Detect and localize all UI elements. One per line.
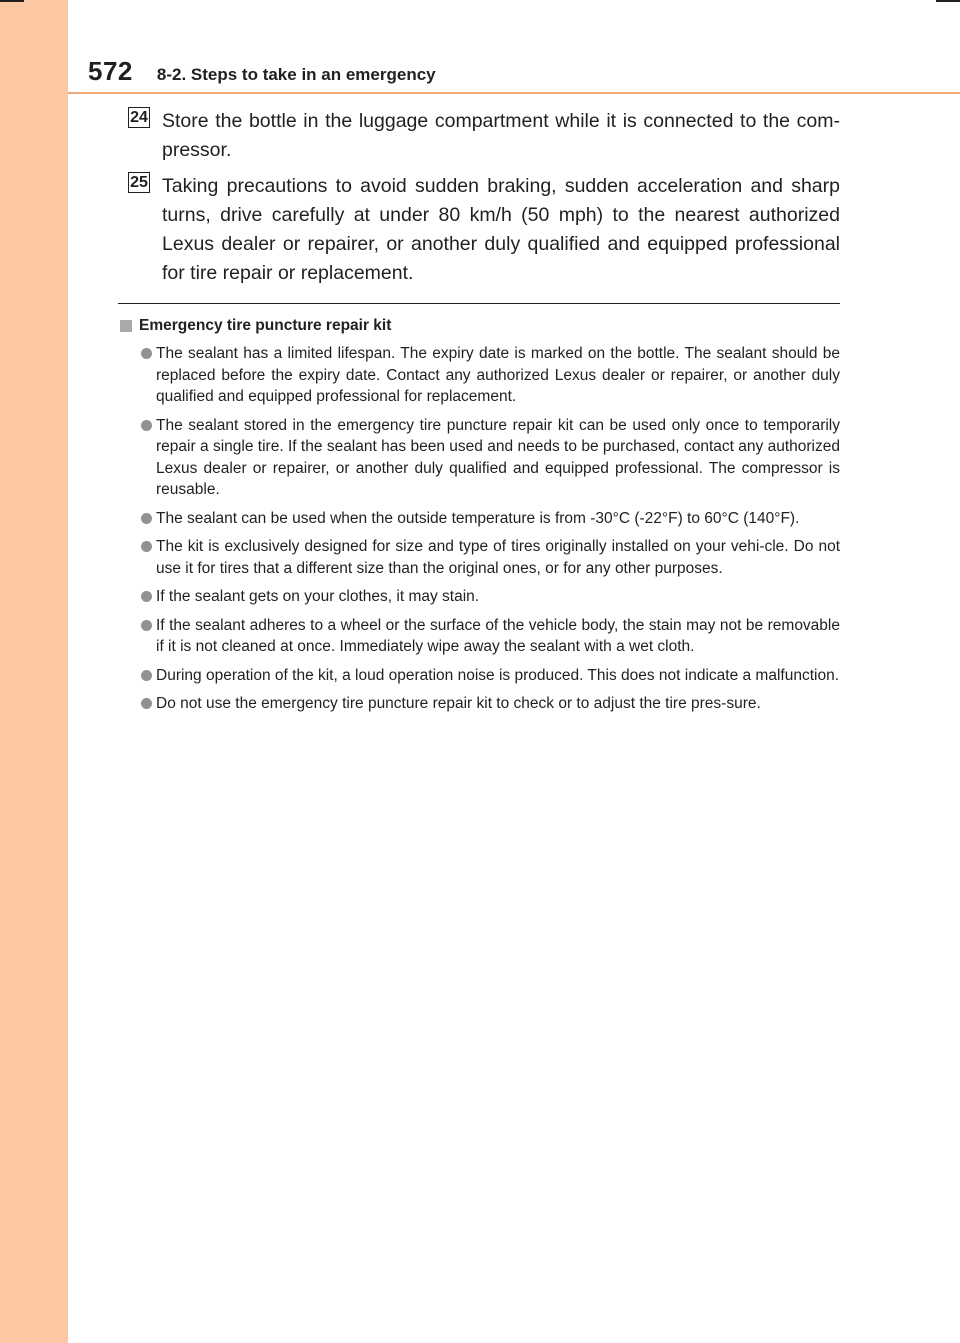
- note-item: [120, 615, 840, 658]
- bullet-dot-icon: [141, 698, 152, 709]
- notes-heading-text: Emergency tire puncture repair kit: [139, 317, 392, 334]
- notes-heading: [120, 317, 840, 335]
- bullet-dot-icon: [141, 513, 152, 524]
- header-rule: [68, 92, 960, 94]
- step-25: [128, 172, 840, 288]
- bullet-dot-icon: [141, 591, 152, 602]
- note-item: [120, 693, 840, 715]
- step-text: Taking precautions to avoid sudden braking, sudden acceleration and sharp turns, drive carefully at under 80 km/h (50 mph) to the nearest authorized Lexus dealer or repairer, or another duly qualified and equipped professional for tire repair or replacement.: [162, 175, 840, 284]
- bullet-dot-icon: [141, 420, 152, 431]
- note-text: If the sealant adheres to a wheel or the surface of the vehicle body, the stain may not be removable if it is not cleaned at once. Immediately wipe away the sealant with a wet cloth.: [156, 616, 840, 655]
- note-text: The kit is exclusively designed for size and type of tires originally installed on your vehi-cle. Do not use it for tires that a different size than the original ones, or for any other purposes.: [156, 538, 840, 577]
- section-title: 8-2. Steps to take in an emergency: [156, 65, 436, 84]
- bullet-dot-icon: [141, 670, 152, 681]
- section-divider: [118, 303, 840, 304]
- note-item: [120, 508, 840, 530]
- note-text: The sealant has a limited lifespan. The expiry date is marked on the bottle. The sealant should be replaced before the expiry date. Contact any authorized Lexus dealer or repairer, or another duly qualified and equipped professional for replacement.: [156, 345, 840, 405]
- bullet-dot-icon: [141, 620, 152, 631]
- note-item: [120, 586, 840, 608]
- bullet-dot-icon: [141, 541, 152, 552]
- side-color-band: [0, 0, 68, 1343]
- note-item: [120, 415, 840, 501]
- note-item: [120, 665, 840, 687]
- note-text: The sealant can be used when the outside temperature is from -30°C (-22°F) to 60°C (140°F).: [156, 509, 800, 527]
- step-number-badge: 24: [128, 107, 150, 128]
- bullet-dot-icon: [141, 348, 152, 359]
- note-item: [120, 536, 840, 579]
- note-item: [120, 343, 840, 408]
- note-text: If the sealant gets on your clothes, it may stain.: [156, 588, 480, 605]
- step-number-badge: 25: [128, 172, 150, 193]
- step-text: Store the bottle in the luggage compartment while it is connected to the com-pressor.: [162, 110, 840, 161]
- crop-mark-left: [0, 0, 24, 2]
- note-text: During operation of the kit, a loud operation noise is produced. This does not indicate a malfunction.: [156, 666, 839, 684]
- page-number: 572: [88, 56, 133, 86]
- square-bullet-icon: [120, 320, 132, 332]
- note-text: Do not use the emergency tire puncture repair kit to check or to adjust the tire pres-sure.: [156, 695, 761, 712]
- crop-mark-right: [936, 0, 960, 2]
- page-header: [88, 56, 436, 86]
- notes-section: [120, 317, 840, 722]
- step-24: [128, 107, 840, 165]
- note-text: The sealant stored in the emergency tire puncture repair kit can be used only once to temporarily repair a single tire. If the sealant has been used and needs to be purchased, contact any authorized Lexus dealer or repairer, or another duly qualified and equipped professional. The compressor is reusable.: [156, 416, 840, 498]
